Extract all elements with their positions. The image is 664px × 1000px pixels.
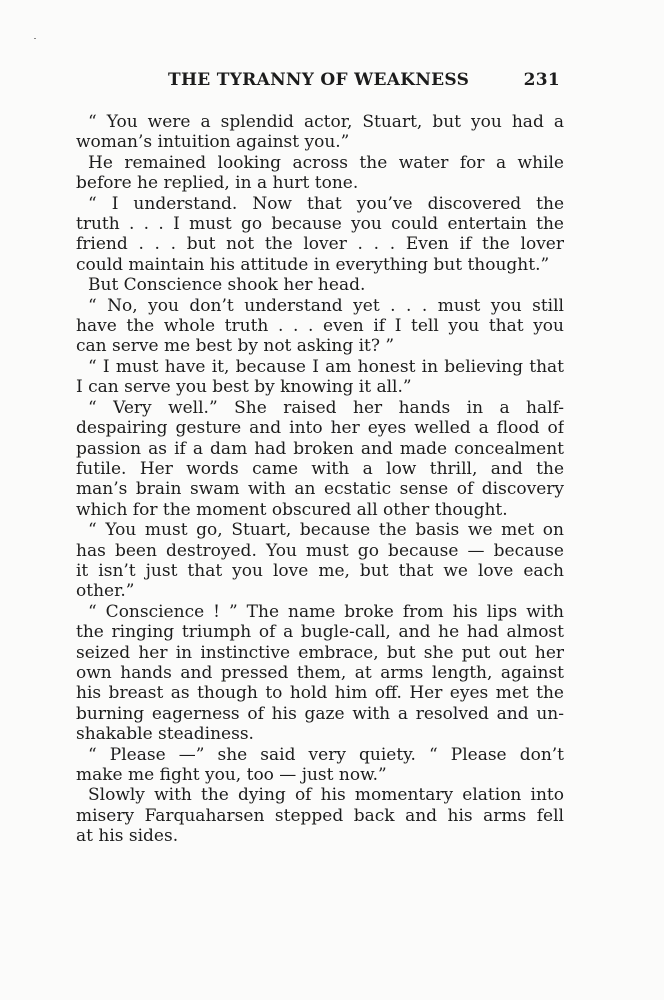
text-line: has been destroyed. You must go because — because xyxy=(76,540,564,561)
text-line: despairing gesture and into her eyes welled a flood of xyxy=(76,418,564,439)
text-line: can serve me best by not asking it? ” xyxy=(76,336,395,357)
text-line: man’s brain swam with an ecstatic sense of discovery xyxy=(76,479,564,500)
text-line: “ Conscience ! ” The name broke from his lips with xyxy=(88,601,564,622)
text-line: burning eagerness of his gaze with a resolved and un- xyxy=(76,703,564,724)
text-line: before he replied, in a hurt tone. xyxy=(76,173,359,194)
body-text xyxy=(76,112,564,847)
text-line: it isn’t just that you love me, but that we love each xyxy=(76,560,564,581)
page-number: 231 xyxy=(523,70,560,90)
text-line: But Conscience shook her head. xyxy=(88,275,366,296)
text-line: have the whole truth . . . even if I tell you that you xyxy=(76,316,564,337)
text-line: passion as if a dam had broken and made concealment xyxy=(76,438,564,459)
text-line: “ I understand. Now that you’ve discovered the xyxy=(88,193,564,214)
text-line: woman’s intuition against you.” xyxy=(76,132,350,153)
text-line: “ Very well.” She raised her hands in a half- xyxy=(88,397,564,418)
text-line: which for the moment obscured all other thought. xyxy=(76,499,508,520)
text-line: “ Please —” she said very quiety. “ Please don’t xyxy=(88,744,564,765)
text-line: “ You must go, Stuart, because the basis we met on xyxy=(88,520,564,541)
text-line: own hands and pressed them, at arms length, against xyxy=(76,662,564,683)
text-line: “ I must have it, because I am honest in believing that xyxy=(88,356,564,377)
text-line: “ You were a splendid actor, Stuart, but you had a xyxy=(88,112,564,132)
text-line: the ringing triumph of a bugle-call, and he had almost xyxy=(76,622,564,643)
text-line: Slowly with the dying of his momentary elation into xyxy=(88,785,564,806)
text-line: seized her in instinctive embrace, but she put out her xyxy=(76,642,564,663)
text-line: friend . . . but not the lover . . . Even if the lover xyxy=(76,234,564,255)
paper-speck xyxy=(34,38,36,39)
text-line: his breast as though to hold him off. Her eyes met the xyxy=(76,683,564,704)
text-line: futile. Her words came with a low thrill, and the xyxy=(76,458,564,479)
text-line: truth . . . I must go because you could entertain the xyxy=(76,214,564,235)
text-line: other.” xyxy=(76,581,135,602)
running-title: THE TYRANNY OF WEAKNESS xyxy=(168,70,470,90)
text-line: misery Farquaharsen stepped back and his arms fell xyxy=(76,805,564,826)
text-line: shakable steadiness. xyxy=(76,724,254,745)
text-line: I can serve you best by knowing it all.” xyxy=(76,377,412,398)
running-header xyxy=(168,70,560,90)
text-line: could maintain his attitude in everything but thought.” xyxy=(76,254,550,275)
text-line: at his sides. xyxy=(76,826,179,847)
text-line: “ No, you don’t understand yet . . . must you still xyxy=(88,295,564,316)
text-line: make me fight you, too — just now.” xyxy=(76,765,387,785)
text-line: He remained looking across the water for a while xyxy=(88,152,564,173)
